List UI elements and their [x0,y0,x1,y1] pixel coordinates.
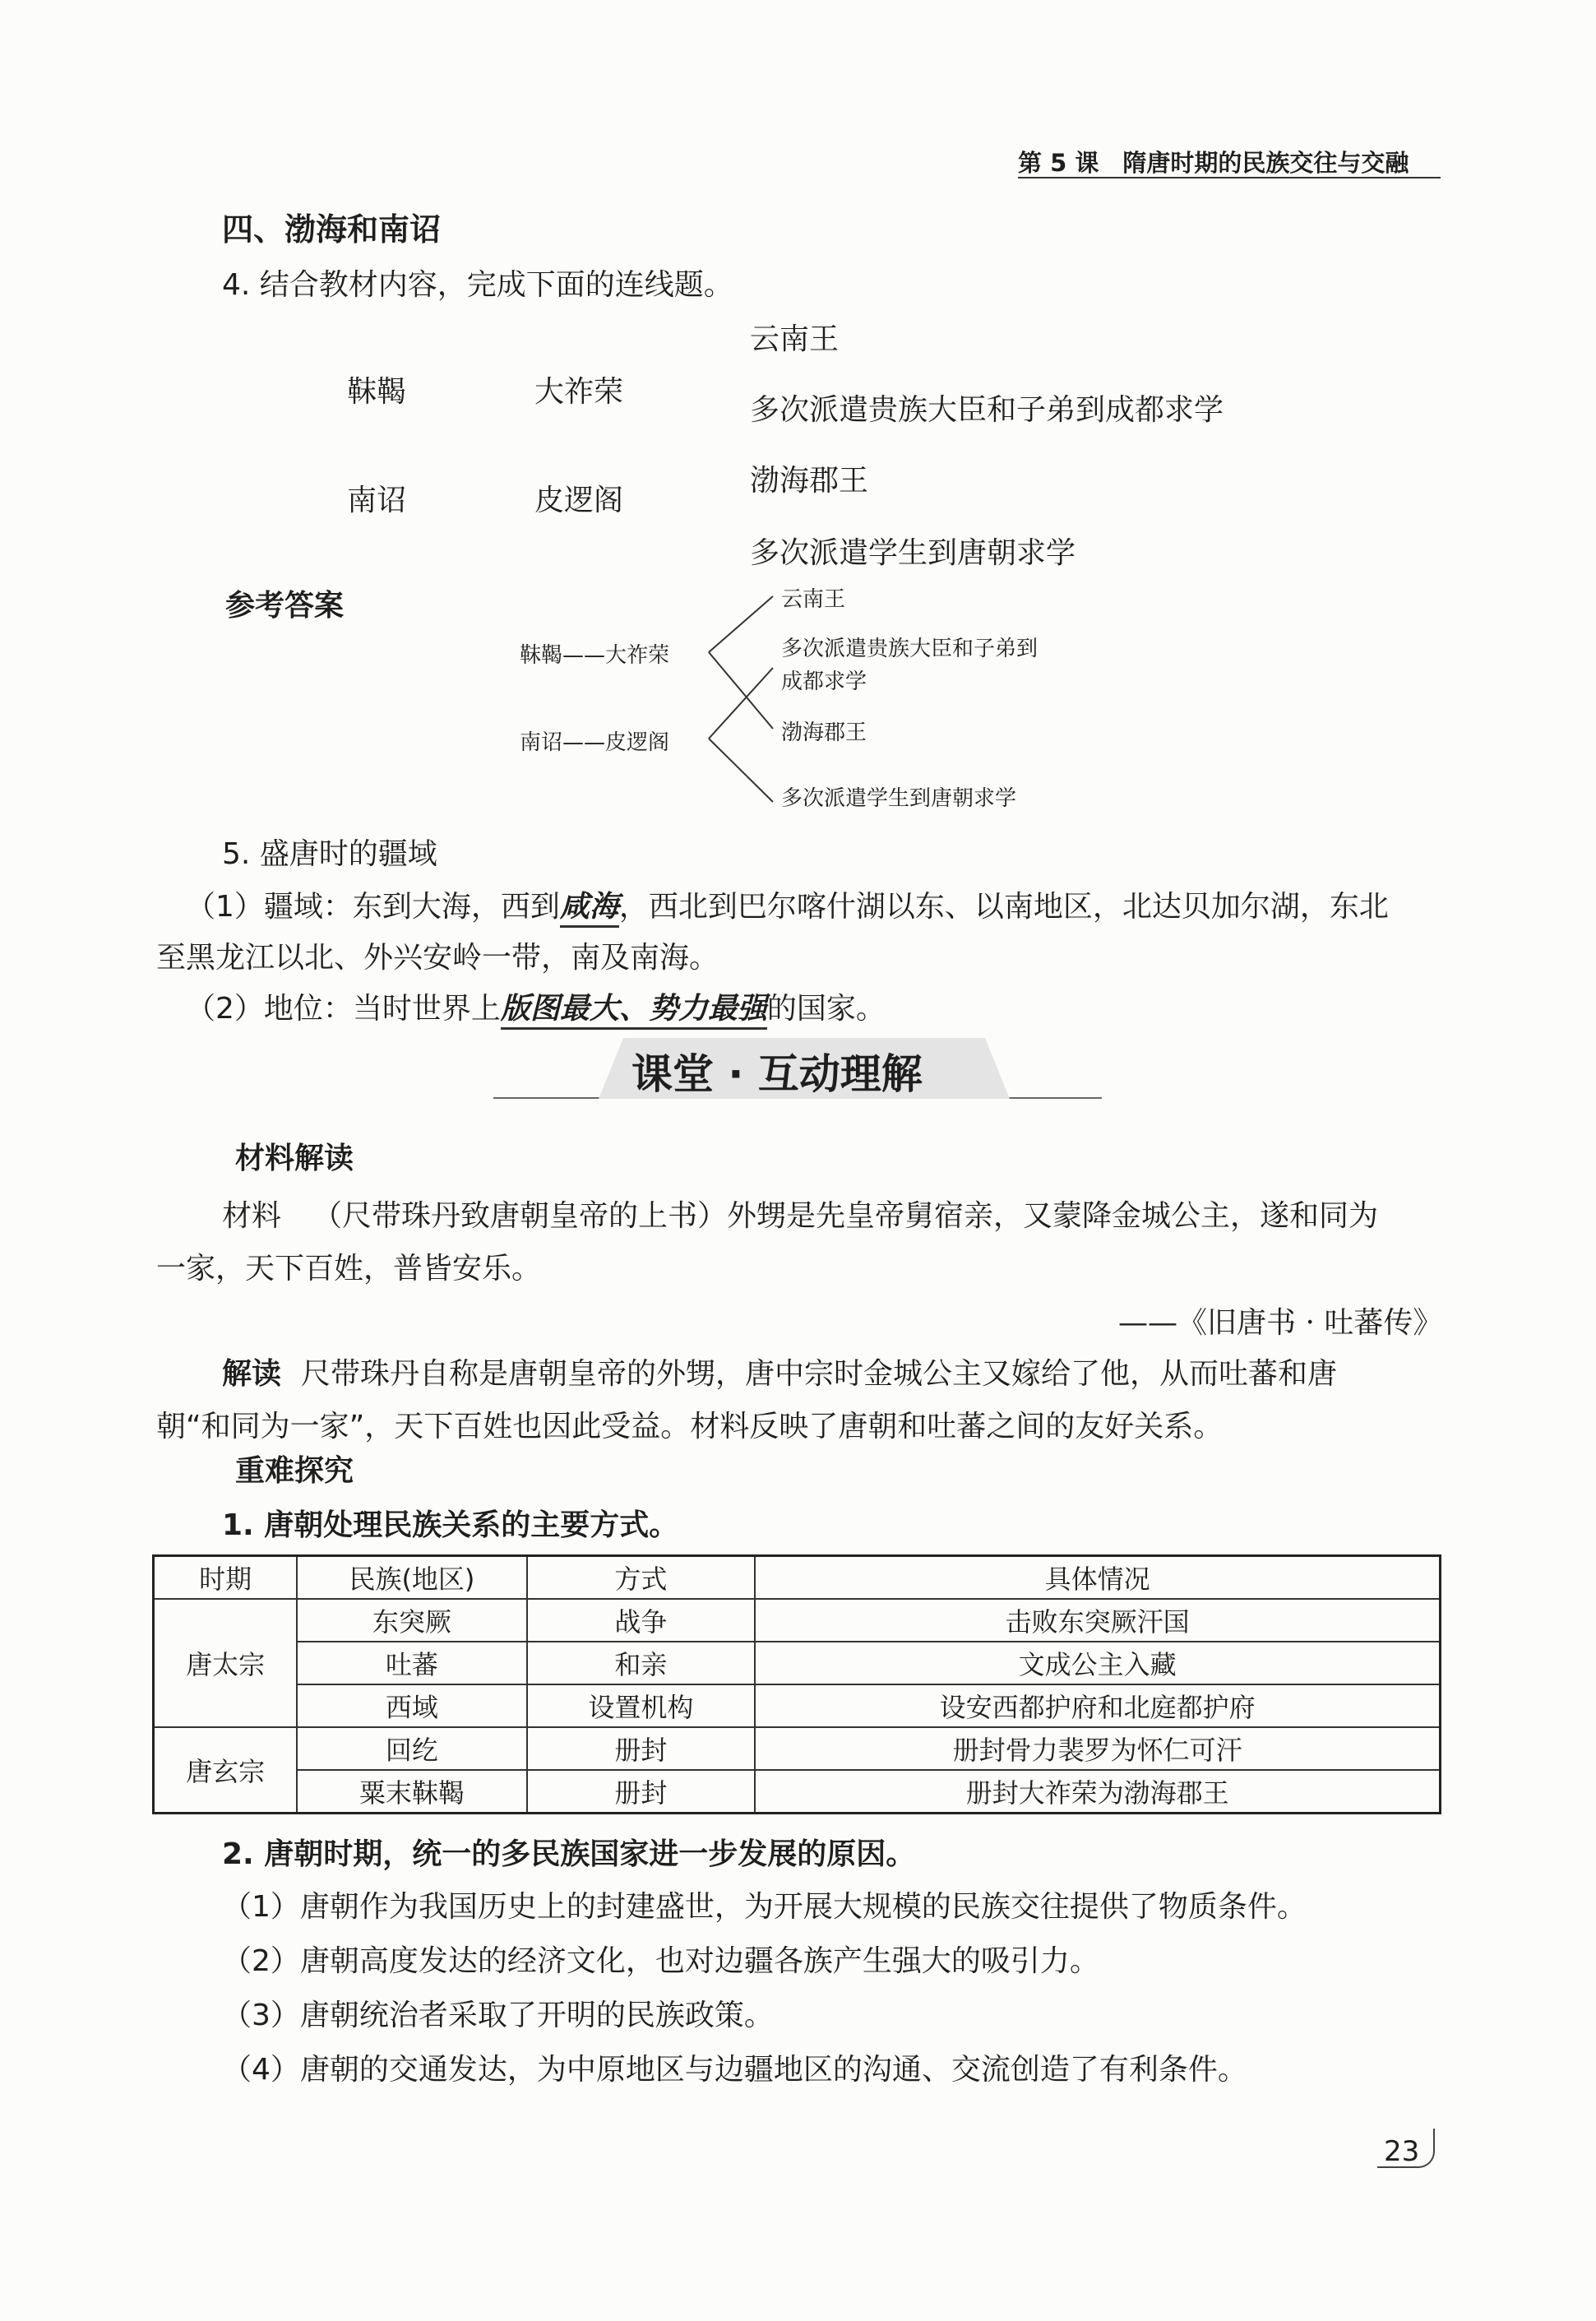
table-cell: 册封大祚荣为渤海郡王 [755,1770,1440,1814]
match-right-4: 多次派遣学生到唐朝求学 [750,536,1076,570]
table-row [154,1770,1441,1814]
table-cell: 击败东突厥汗国 [755,1599,1440,1642]
match-line [709,739,773,802]
explore-q1: 1. 唐朝处理民族关系的主要方式。 [222,1508,679,1542]
fill-answer: 版图最大、势力最强 [501,992,767,1030]
answer-right-1: 云南王 [781,587,846,612]
answer-pair-2: 南诏——皮逻阁 [520,730,670,755]
explore-q2: 2. 唐朝时期，统一的多民族国家进一步发展的原因。 [222,1837,916,1871]
material-source: ——《旧唐书 · 吐蕃传》 [1118,1306,1443,1340]
reading-text-1: 尺带珠丹自称是唐朝皇帝的外甥，唐中宗时金城公主又嫁给了他，从而吐蕃和唐 [301,1357,1338,1391]
match-left-1: 靺鞨 [347,375,407,409]
table-cell: 和亲 [527,1642,755,1684]
match-mid-1: 大祚荣 [534,375,624,409]
answer-right-2: 多次派遣贵族大臣和子弟到 [781,637,1039,661]
explore-heading: 重难探究 [235,1454,354,1488]
period-cell: 唐太宗 [154,1599,298,1727]
table-row [154,1727,1441,1770]
table-row [154,1599,1441,1642]
policy-table [152,1554,1441,1814]
running-header: 第 5 课 隋唐时期的民族交往与交融 [1018,149,1409,177]
table-row [154,1684,1441,1727]
table-header: 时期 [154,1556,298,1600]
material-text-2: 一家，天下百姓，普皆安乐。 [156,1252,542,1286]
section-banner: 课堂 · 互动理解 [631,1050,923,1098]
answer-label: 参考答案 [225,589,345,623]
reading-label: 解读 [222,1357,282,1391]
match-line [709,596,773,652]
table-cell: 东突厥 [297,1599,527,1642]
reason-4: （4）唐朝的交通发达，为中原地区与边疆地区的沟通、交流创造了有利条件。 [222,2053,1247,2087]
period-cell: 唐玄宗 [154,1727,298,1814]
table-header: 民族(地区) [297,1556,527,1600]
fill-answer: 咸海 [560,890,619,928]
answer-right-3: 成都求学 [781,669,867,694]
material-heading: 材料解读 [235,1142,354,1175]
page-number: 23 [1384,2135,1420,2168]
table-cell: 设置机构 [527,1684,755,1727]
table-cell: 设安西都护府和北庭都护府 [755,1684,1440,1727]
section-title: 四、渤海和南诏 [222,211,442,248]
material-label: 材料 [222,1199,282,1233]
match-mid-2: 皮逻阁 [534,484,624,517]
question-5: 5. 盛唐时的疆域 [222,837,437,871]
table-cell: 吐蕃 [297,1642,527,1684]
table-cell: 战争 [527,1599,755,1642]
match-right-1: 云南王 [750,322,840,356]
table-header: 具体情况 [755,1556,1440,1600]
table-cell: 册封 [527,1727,755,1770]
match-line [709,668,773,739]
answer-right-5: 多次派遣学生到唐朝求学 [781,786,1017,811]
answer-match-lines [0,0,1596,822]
table-cell: 文成公主入藏 [755,1642,1440,1684]
q5-p1-line2: 至黑龙江以北、外兴安岭一带，南及南海。 [156,941,719,975]
table-header-row [154,1556,1441,1600]
table-header: 方式 [527,1556,755,1600]
q5-p1-line1: （1）疆域：东到大海，西到咸海，西北到巴尔喀什湖以东、以南地区，北达贝加尔湖，东北 [186,883,1389,925]
table-cell: 册封 [527,1770,755,1814]
question-4: 4. 结合教材内容，完成下面的连线题。 [222,268,733,302]
reading-text-2: 朝“和同为一家”，天下百姓也因此受益。材料反映了唐朝和吐蕃之间的友好关系。 [156,1410,1224,1443]
match-right-3: 渤海郡王 [750,464,869,498]
answer-right-4: 渤海郡王 [781,720,867,745]
table-cell: 粟末靺鞨 [297,1770,527,1814]
match-line [709,652,773,729]
table-cell: 册封骨力裴罗为怀仁可汗 [755,1727,1440,1770]
material-text-1: （尺带珠丹致唐朝皇帝的上书）外甥是先皇帝舅宿亲，又蒙降金城公主，遂和同为 [312,1199,1379,1233]
answer-pair-1: 靺鞨——大祚荣 [520,643,670,668]
match-right-2: 多次派遣贵族大臣和子弟到成都求学 [750,393,1224,427]
q5-p2: （2）地位：当时世界上版图最大、势力最强的国家。 [186,985,886,1027]
table-cell: 西域 [297,1684,527,1727]
match-left-2: 南诏 [347,484,407,517]
reason-2: （2）唐朝高度发达的经济文化，也对边疆各族产生强大的吸引力。 [222,1944,1099,1978]
reason-1: （1）唐朝作为我国历史上的封建盛世，为开展大规模的民族交往提供了物质条件。 [222,1890,1307,1924]
table-cell: 回纥 [297,1727,527,1770]
table-row [154,1642,1441,1684]
reason-3: （3）唐朝统治者采取了开明的民族政策。 [222,1999,774,2032]
